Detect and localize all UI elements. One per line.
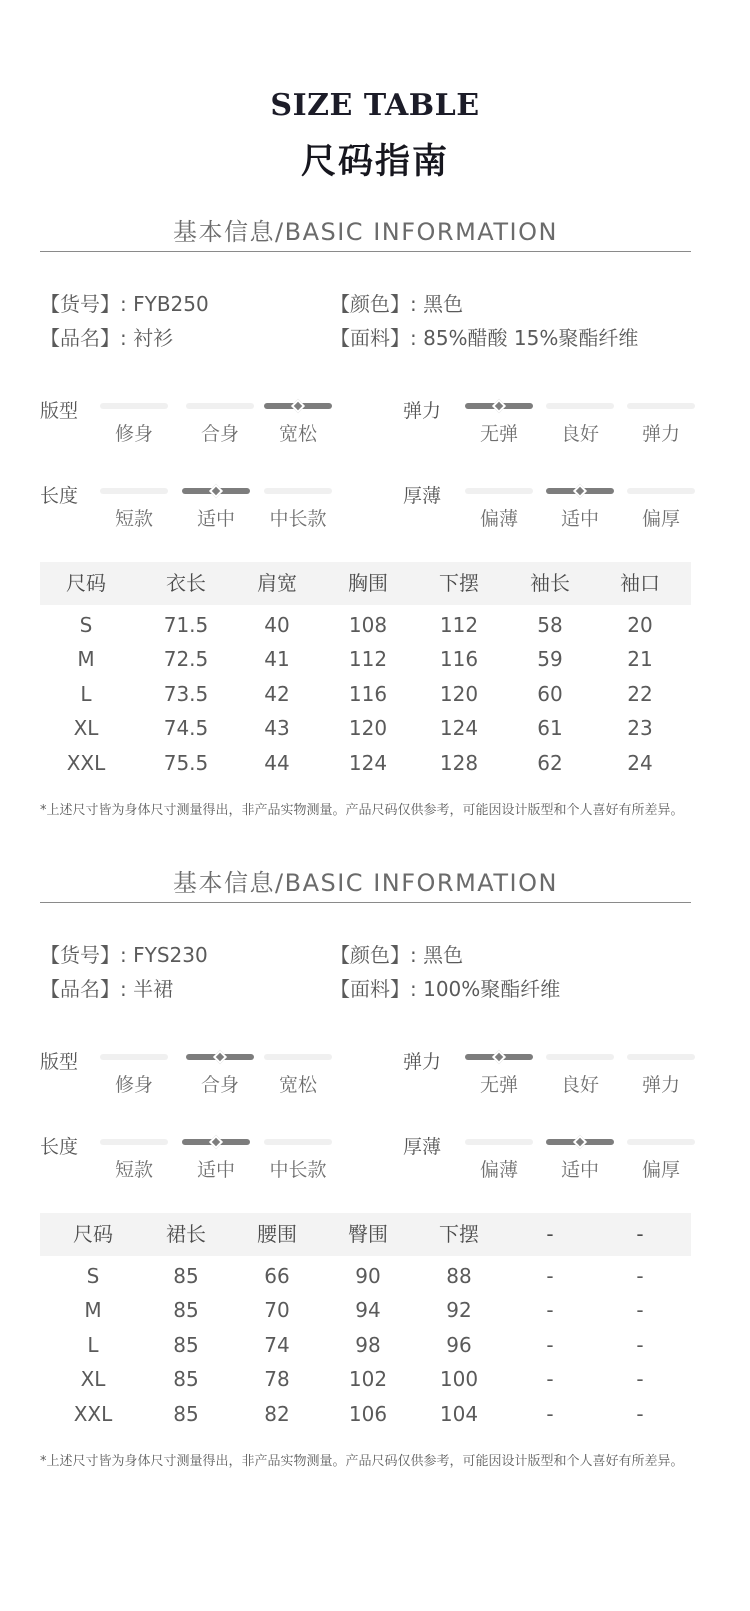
table-cell: XL — [73, 716, 99, 741]
item-number: 【货号】: FYS230 — [40, 943, 208, 967]
attr-label-elasticity: 弹力 — [403, 400, 442, 422]
table-cell: 40 — [264, 613, 290, 637]
attr-option: 良好 — [560, 1074, 599, 1096]
table-cell: 96 — [446, 1332, 472, 1357]
attr-label-length: 长度 — [40, 1136, 79, 1158]
selected-marker-icon — [209, 1135, 223, 1149]
item-fabric: 【面料】: 100%聚酯纤维 — [330, 977, 561, 1001]
table-cell: 92 — [446, 1298, 472, 1323]
size-table-header — [40, 1213, 691, 1256]
table-cell: 85 — [173, 1264, 199, 1288]
table-cell: 116 — [439, 647, 479, 672]
table-cell: S — [86, 1264, 100, 1288]
attr-indicator-length — [182, 1139, 250, 1145]
attr-label-thickness: 厚薄 — [403, 1136, 442, 1158]
attr-option: 短款 — [114, 508, 153, 530]
size-section — [0, 219, 750, 819]
table-cell: 44 — [264, 750, 290, 775]
attr-indicator-fit — [100, 1054, 168, 1060]
selected-marker-icon — [213, 1050, 227, 1064]
section-heading: 基本信息/BASIC INFORMATION — [173, 869, 558, 897]
selected-marker-icon — [492, 399, 506, 413]
table-cell: - — [636, 1332, 644, 1357]
attr-indicator-elasticity — [465, 403, 533, 409]
attr-option: 短款 — [114, 1159, 153, 1181]
table-header-cell: 胸围 — [348, 571, 388, 595]
table-cell: XL — [80, 1367, 106, 1392]
attr-label-fit: 版型 — [40, 1051, 79, 1073]
table-cell: 20 — [627, 613, 653, 637]
table-cell: L — [80, 681, 92, 706]
attr-label-length: 长度 — [40, 485, 79, 507]
attr-option: 偏薄 — [479, 508, 518, 530]
table-cell: - — [546, 1264, 554, 1288]
attr-option: 修身 — [114, 1074, 153, 1096]
table-header-cell: - — [636, 1222, 644, 1246]
selected-marker-icon — [573, 484, 587, 498]
table-cell: 85 — [173, 1298, 199, 1323]
table-cell: 128 — [439, 750, 479, 775]
attr-indicator-fit — [264, 403, 332, 409]
attr-indicator-fit — [264, 1054, 332, 1060]
attr-indicator-fit — [100, 403, 168, 409]
table-cell: M — [84, 1298, 102, 1323]
attr-indicator-thickness — [627, 488, 695, 494]
item-color: 【颜色】: 黑色 — [330, 943, 464, 967]
table-cell: 22 — [627, 681, 653, 706]
size-table-header — [40, 562, 691, 605]
table-cell: 42 — [264, 681, 290, 706]
table-cell: 24 — [627, 750, 653, 775]
table-cell: 124 — [348, 750, 388, 775]
table-cell: S — [79, 613, 93, 637]
item-number: 【货号】: FYB250 — [40, 292, 209, 316]
table-cell: 74 — [264, 1332, 290, 1357]
table-cell: 78 — [264, 1367, 290, 1392]
attr-indicator-thickness — [465, 488, 533, 494]
table-cell: 90 — [355, 1264, 381, 1288]
item-name: 【品名】: 衬衫 — [40, 326, 174, 350]
table-cell: 72.5 — [163, 647, 209, 672]
attr-option: 良好 — [560, 423, 599, 445]
table-cell: 58 — [537, 613, 563, 637]
attr-option: 宽松 — [278, 1074, 317, 1096]
attr-indicator-elasticity — [627, 403, 695, 409]
attr-indicator-fit — [186, 1054, 254, 1060]
attr-option: 适中 — [560, 508, 599, 530]
table-cell: 82 — [264, 1401, 290, 1426]
table-header-cell: 尺码 — [66, 571, 106, 595]
size-disclaimer: *上述尺寸皆为身体尺寸测量得出，非产品实物测量。产品尺码仅供参考，可能因设计版型和个人喜好有所差异。 — [40, 1454, 684, 1469]
table-cell: 74.5 — [163, 716, 209, 741]
table-cell: 108 — [348, 613, 388, 637]
attr-option: 修身 — [114, 423, 153, 445]
table-header-cell: - — [546, 1222, 554, 1246]
selected-marker-icon — [291, 399, 305, 413]
table-cell: 43 — [264, 716, 290, 741]
table-cell: 124 — [439, 716, 479, 741]
table-cell: - — [636, 1367, 644, 1392]
table-cell: 85 — [173, 1332, 199, 1357]
section-divider — [40, 251, 691, 252]
table-cell: XXL — [66, 750, 106, 775]
section-heading: 基本信息/BASIC INFORMATION — [173, 218, 558, 246]
attr-option: 适中 — [560, 1159, 599, 1181]
table-header-cell: 腰围 — [257, 1222, 297, 1246]
table-cell: - — [546, 1332, 554, 1357]
attr-option: 适中 — [196, 508, 235, 530]
attr-indicator-length — [182, 488, 250, 494]
table-cell: - — [636, 1298, 644, 1323]
item-fabric: 【面料】: 85%醋酸 15%聚酯纤维 — [330, 326, 639, 350]
attr-option: 无弹 — [479, 1074, 518, 1096]
table-header-cell: 袖长 — [530, 571, 570, 595]
attr-indicator-elasticity — [627, 1054, 695, 1060]
table-header-cell: 裙长 — [166, 1222, 206, 1246]
attr-option: 中长款 — [269, 1159, 327, 1181]
table-cell: 98 — [355, 1332, 381, 1357]
attr-label-thickness: 厚薄 — [403, 485, 442, 507]
attr-indicator-thickness — [546, 488, 614, 494]
table-header-cell: 臀围 — [348, 1222, 388, 1246]
table-cell: - — [636, 1401, 644, 1426]
table-cell: 41 — [264, 647, 290, 672]
attr-indicator-length — [100, 488, 168, 494]
selected-marker-icon — [492, 1050, 506, 1064]
size-section — [0, 870, 750, 1470]
attr-indicator-length — [264, 1139, 332, 1145]
table-cell: 112 — [348, 647, 388, 672]
table-cell: 75.5 — [163, 750, 209, 775]
table-cell: 85 — [173, 1401, 199, 1426]
table-cell: 100 — [439, 1367, 479, 1392]
page-title-cn: 尺码指南 — [300, 142, 449, 182]
table-cell: 102 — [348, 1367, 388, 1392]
table-header-cell: 肩宽 — [257, 571, 297, 595]
table-header-cell: 下摆 — [439, 1222, 479, 1246]
selected-marker-icon — [573, 1135, 587, 1149]
attr-label-fit: 版型 — [40, 400, 79, 422]
attr-indicator-thickness — [465, 1139, 533, 1145]
table-cell: - — [546, 1367, 554, 1392]
attr-option: 宽松 — [278, 423, 317, 445]
item-color: 【颜色】: 黑色 — [330, 292, 464, 316]
attr-indicator-elasticity — [546, 1054, 614, 1060]
table-cell: 66 — [264, 1264, 290, 1288]
table-cell: 116 — [348, 681, 388, 706]
attr-indicator-elasticity — [465, 1054, 533, 1060]
table-cell: 85 — [173, 1367, 199, 1392]
attr-indicator-thickness — [627, 1139, 695, 1145]
table-header-cell: 衣长 — [166, 571, 206, 595]
attr-option: 无弹 — [479, 423, 518, 445]
attr-option: 合身 — [200, 1074, 239, 1096]
attr-option: 中长款 — [269, 508, 327, 530]
attr-indicator-thickness — [546, 1139, 614, 1145]
table-cell: 21 — [627, 647, 653, 672]
attr-option: 适中 — [196, 1159, 235, 1181]
table-cell: 104 — [439, 1401, 479, 1426]
attr-option: 弹力 — [641, 423, 680, 445]
attr-indicator-elasticity — [546, 403, 614, 409]
table-cell: XXL — [73, 1401, 113, 1426]
size-disclaimer: *上述尺寸皆为身体尺寸测量得出，非产品实物测量。产品尺码仅供参考，可能因设计版型和个人喜好有所差异。 — [40, 803, 684, 818]
table-header-cell: 尺码 — [73, 1222, 113, 1246]
table-cell: 73.5 — [163, 681, 209, 706]
table-cell: - — [546, 1298, 554, 1323]
table-cell: - — [636, 1264, 644, 1288]
table-cell: - — [546, 1401, 554, 1426]
attr-label-elasticity: 弹力 — [403, 1051, 442, 1073]
table-cell: 61 — [537, 716, 563, 741]
attr-option: 偏厚 — [641, 1159, 680, 1181]
table-header-cell: 下摆 — [439, 571, 479, 595]
table-header-cell: 袖口 — [620, 571, 660, 595]
table-cell: 70 — [264, 1298, 290, 1323]
table-cell: 60 — [537, 681, 563, 706]
selected-marker-icon — [209, 484, 223, 498]
attr-indicator-length — [100, 1139, 168, 1145]
table-cell: M — [77, 647, 95, 672]
table-cell: 88 — [446, 1264, 472, 1288]
item-name: 【品名】: 半裙 — [40, 977, 174, 1001]
table-cell: 23 — [627, 716, 653, 741]
table-cell: L — [87, 1332, 99, 1357]
page-title-en: SIZE TABLE — [270, 88, 480, 123]
attr-option: 偏薄 — [479, 1159, 518, 1181]
table-cell: 94 — [355, 1298, 381, 1323]
attr-option: 合身 — [200, 423, 239, 445]
attr-indicator-length — [264, 488, 332, 494]
table-cell: 120 — [439, 681, 479, 706]
table-cell: 106 — [348, 1401, 388, 1426]
section-divider — [40, 902, 691, 903]
table-cell: 59 — [537, 647, 563, 672]
table-cell: 62 — [537, 750, 563, 775]
attr-option: 偏厚 — [641, 508, 680, 530]
table-cell: 112 — [439, 613, 479, 637]
table-cell: 71.5 — [163, 613, 209, 637]
attr-indicator-fit — [186, 403, 254, 409]
attr-option: 弹力 — [641, 1074, 680, 1096]
table-cell: 120 — [348, 716, 388, 741]
